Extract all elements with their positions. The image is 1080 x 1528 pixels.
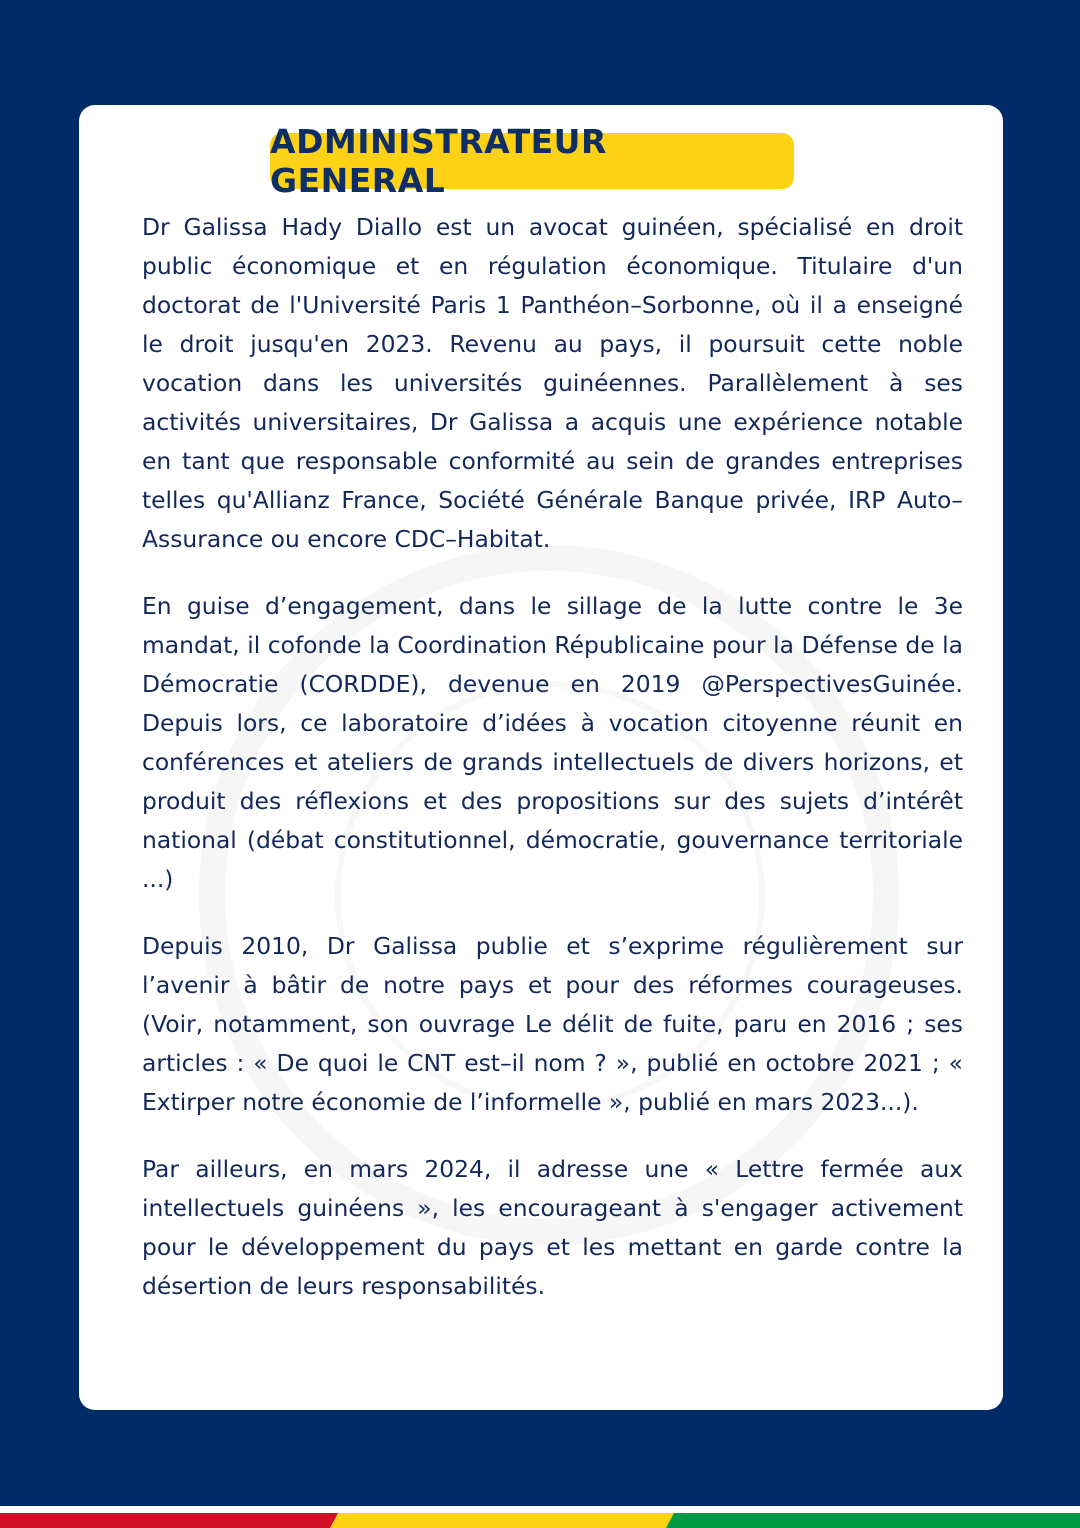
paragraph-1: Dr Galissa Hady Diallo est un avocat guinéen, spécialisé en droit public économique et en régulation économique. Titulaire d'un doctorat de l'Université Paris 1 Panthéon–Sorbonne, où il a enseigné le droit jusqu'en 2023. Revenu au pays, il poursuit cette noble vocation dans les universités guinéennes. Parallèlement à ses activités universitaires, Dr Galissa a acquis une expérience notable en tant que responsable conformité au sein de grandes entreprises telles qu'Allianz France, Société Générale Banque privée, IRP Auto–Assurance ou encore CDC–Habitat. [142, 213, 963, 553]
flag-stripe-red [0, 1513, 340, 1528]
page-title: ADMINISTRATEUR GENERAL [270, 122, 607, 200]
content-card [79, 105, 1003, 1410]
title-badge [270, 122, 794, 200]
flag-stripe-yellow [330, 1513, 676, 1528]
paragraph-4: Par ailleurs, en mars 2024, il adresse une « Lettre fermée aux intellectuels guinéens », les encourageant à s'engager activement pour le développement du pays et les mettant en garde contre la désertion de leurs responsabilités. [142, 1155, 963, 1300]
paragraph-3: Depuis 2010, Dr Galissa publie et s’exprime régulièrement sur l’avenir à bâtir de notre pays et pour des réformes courageuses. (Voir, notamment, son ouvrage Le délit de fuite, paru en 2016 ; ses articles : « De quoi le CNT est–il nom ? », publié en octobre 2021 ; « Extirper notre économie de l’informelle », publié en mars 2023...). [142, 932, 963, 1116]
footer-white-band [0, 1506, 1080, 1513]
paragraph-2: En guise d’engagement, dans le sillage de la lutte contre le 3e mandat, il cofonde la Coordination Républicaine pour la Défense de la Démocratie (CORDDE), devenue en 2019 @PerspectivesGuinée. Depuis lors, ce laboratoire d’idées à vocation citoyenne réunit en conférences et ateliers de grands intellectuels de divers horizons, et produit des réflexions et des propositions sur des sujets d’intérêt national (débat constitutionnel, démocratie, gouvernance territoriale ...) [142, 592, 963, 893]
flag-stripe-green [666, 1513, 1080, 1528]
bio-text [142, 208, 963, 1334]
